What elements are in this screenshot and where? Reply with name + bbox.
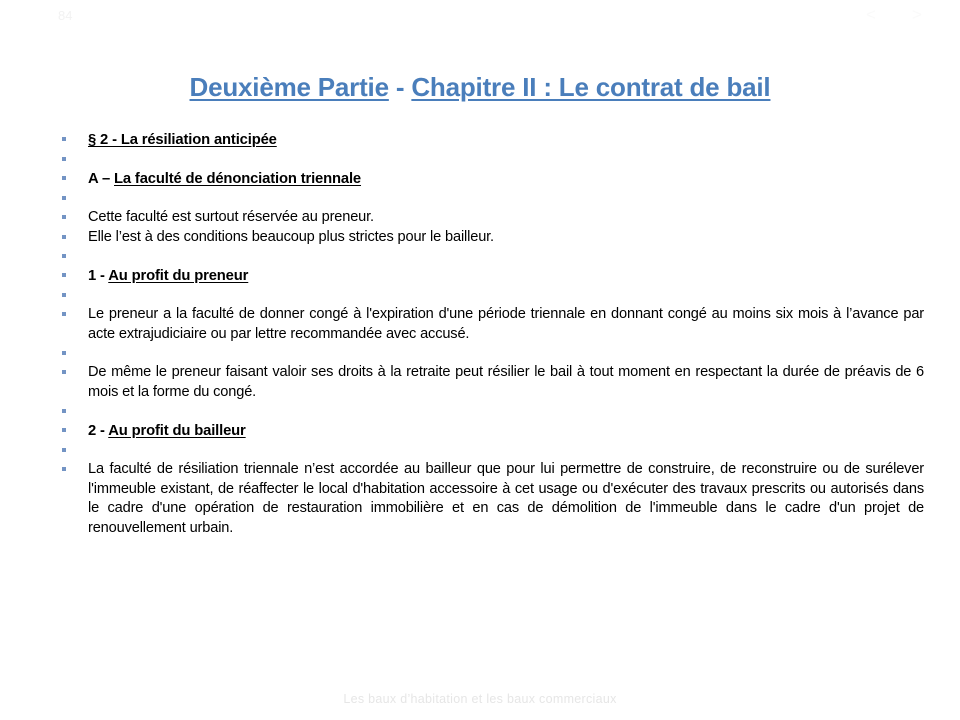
bullet-square-icon [62,351,66,355]
bullet-square-icon [62,254,66,258]
page-number: 84 [58,8,73,23]
bullet-row [56,266,924,286]
title-separator: - [388,72,412,102]
bullet-square-icon [62,467,66,471]
previous-slide-icon[interactable]: < [866,5,876,24]
bullet-square-icon [62,176,66,180]
empty-line [88,247,924,266]
bullet-square-icon [62,293,66,297]
heading-underlined-text: Au profit du bailleur [108,423,246,439]
bullet-row-empty [56,441,924,460]
bullet-row [56,169,924,189]
bullet-row-empty [56,150,924,169]
heading-lead: 2 - [88,423,109,439]
title-part-two: Chapitre II : Le contrat de bail [411,72,771,102]
bullet-row [56,460,924,538]
empty-line [88,402,924,421]
next-slide-icon[interactable]: > [912,5,922,24]
heading-underlined-text: La faculté de dénonciation triennale [114,171,362,187]
slide-topbar [0,0,960,32]
empty-line [88,150,924,169]
section-heading [88,169,924,189]
bullet-row-empty [56,344,924,363]
bullet-square-icon [62,157,66,161]
bullet-row [56,130,924,150]
bullet-square-icon [62,273,66,277]
bullet-square-icon [62,137,66,141]
empty-line [88,189,924,208]
bullet-square-icon [62,312,66,316]
empty-line [88,286,924,305]
slide-footer: Les baux d’habitation et les baux commerciaux [343,692,617,706]
bullet-row-empty [56,402,924,421]
bullet-row-empty [56,286,924,305]
body-paragraph: Le preneur a la faculté de donner congé à l'expiration d'une période triennale en donnant congé au moins six mois à l’avance par acte extrajudiciaire ou par lettre recommandée avec accusé. [88,306,924,342]
section-heading [88,266,924,286]
bullet-square-icon [62,448,66,452]
empty-line [88,344,924,363]
bullet-square-icon [62,428,66,432]
bullet-row [56,228,924,248]
heading-lead: 1 - [88,268,109,284]
body-paragraph: De même le preneur faisant valoir ses droits à la retraite peut résilier le bail à tout moment en respectant la durée de préavis de 6 mois et la forme du congé. [88,364,924,400]
bullet-row-empty [56,189,924,208]
slide-body [56,130,924,538]
bullet-square-icon [62,196,66,200]
heading-lead: A – [88,171,114,187]
bullet-row [56,305,924,344]
bullet-row-empty [56,247,924,266]
slide-title [0,72,960,103]
heading-underlined-text: § 2 - La résiliation anticipée [88,132,277,148]
body-paragraph: La faculté de résiliation triennale n’est accordée au bailleur que pour lui permettre de construire, de reconstruire ou de surélever l'immeuble existant, de réaffecter le local d'habitation accessoire à cet usage ou d'exécuter des travaux prescrits ou autorisés dans le cadre d'une opération de restauration immobilière et en cas de démolition de l'immeuble dans le cadre d'un projet de renouvellement urbain. [88,461,924,536]
empty-line [88,441,924,460]
body-paragraph: Elle l’est à des conditions beaucoup plus strictes pour le bailleur. [88,228,494,245]
bullet-square-icon [62,370,66,374]
title-part-one: Deuxième Partie [189,72,389,102]
section-heading [88,421,924,441]
bullet-row [56,208,924,228]
bullet-row [56,421,924,441]
bullet-square-icon [62,215,66,219]
body-paragraph: Cette faculté est surtout réservée au preneur. [88,209,374,225]
section-heading [88,130,924,150]
heading-underlined-text: Au profit du preneur [108,268,249,284]
bullet-row [56,363,924,402]
bullet-square-icon [62,409,66,413]
bullet-square-icon [62,235,66,239]
